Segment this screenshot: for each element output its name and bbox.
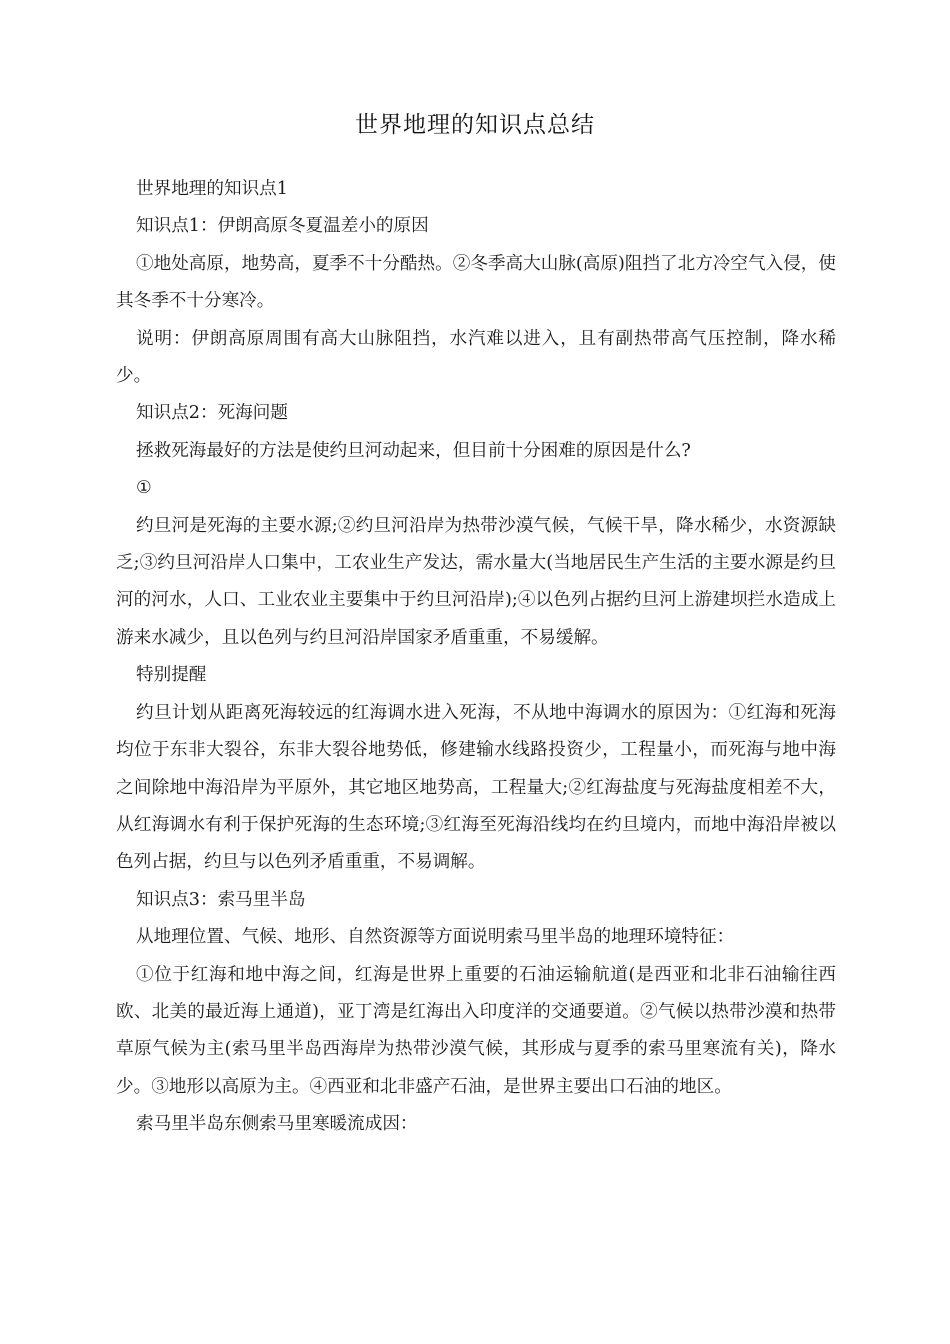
paragraph: 拯救死海最好的方法是使约旦河动起来，但目前十分困难的原因是什么? <box>136 440 691 461</box>
document-title: 世界地理的知识点总结 <box>355 112 595 138</box>
knowledge-point-heading: 知识点3：索马里半岛 <box>136 889 306 910</box>
paragraph: 约旦河是死海的主要水源;②约旦河沿岸为热带沙漠气候，气候干旱，降水稀少，水资源缺乏;③约旦河沿岸人口集中，工农业生产发达，需水量大(当地居民生产生活的主要水源是约旦河的河水，人口、工业农业主要集中于约旦河沿岸);④以色列占据约旦河上游建坝拦水造成上游来水减少，且以色列与约旦河沿岸国家矛盾重重，不易缓解。 <box>116 515 836 648</box>
paragraph: 说明：伊朗高原周围有高大山脉阻挡，水汽难以进入，且有副热带高气压控制，降水稀少。 <box>116 328 836 387</box>
paragraph: 从地理位置、气候、地形、自然资源等方面说明索马里半岛的地理环境特征： <box>136 927 735 948</box>
paragraph: ①位于红海和地中海之间，红海是世界上重要的石油运输航道(是西亚和北非石油输往西欧、北美的最近海上通道)，亚丁湾是红海出入印度洋的交通要道。②气候以热带沙漠和热带草原气候为主(索马里半岛西海岸为热带沙漠气候，其形成与夏季的索马里寒流有关)，降水少。③地形以高原为主。④西亚和北非盛产石油，是世界主要出口石油的地区。 <box>116 964 836 1097</box>
paragraph: ① <box>136 478 152 499</box>
paragraph: ①地处高原，地势高，夏季不十分酷热。②冬季高大山脉(高原)阻挡了北方冷空气入侵，使其冬季不十分寒冷。 <box>116 253 836 312</box>
knowledge-point-heading: 知识点1：伊朗高原冬夏温差小的原因 <box>136 216 429 237</box>
knowledge-point-heading: 知识点2：死海问题 <box>136 403 288 424</box>
paragraph: 索马里半岛东侧索马里寒暖流成因： <box>136 1114 418 1135</box>
section-heading: 世界地理的知识点1 <box>136 179 288 199</box>
document-body <box>116 171 836 1144</box>
subheading: 特别提醒 <box>136 665 207 686</box>
paragraph: 约旦计划从距离死海较远的红海调水进入死海，不从地中海调水的原因为：①红海和死海均位于东非大裂谷，东非大裂谷地势低，修建输水线路投资少，工程量小，而死海与地中海之间除地中海沿岸为平原外，其它地区地势高，工程量大;②红海盐度与死海盐度相差不大，从红海调水有利于保护死海的生态环境;③红海至死海沿线均在约旦境内，而地中海沿岸被以色列占据，约旦与以色列矛盾重重，不易调解。 <box>116 702 836 873</box>
